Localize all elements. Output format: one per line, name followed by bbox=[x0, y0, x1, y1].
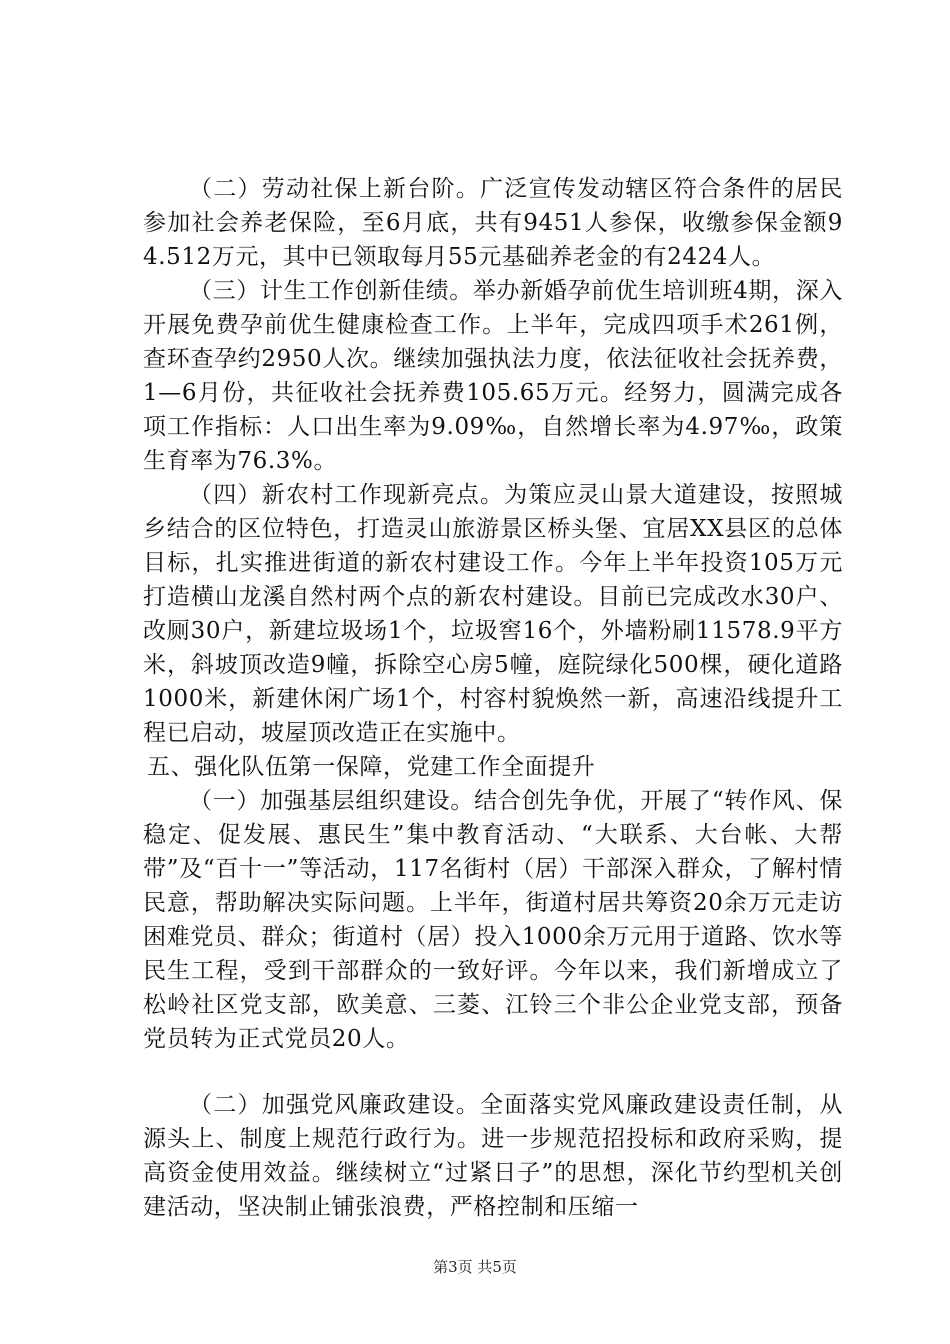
paragraph-family-planning: （三）计生工作创新佳绩。举办新婚孕前优生培训班4期，深入开展免费孕前优生健康检查工作。上半年，完成四项手术261例，查环查孕约2950人次。继续加强执法力度，依法征收社会抚养费，1—6月份，共征收社会抚养费105.65万元。经努力，圆满完成各项工作指标：人口出生率为9.09‰，自然增长率为4.97‰，政策生育率为76.3%。 bbox=[143, 278, 843, 474]
paragraph-gap bbox=[143, 1056, 843, 1088]
section-heading-five: 五、强化队伍第一保障，党建工作全面提升 bbox=[147, 754, 596, 780]
page-number-footer: 第3页 共5页 bbox=[433, 1258, 517, 1276]
paragraph-grassroots-organization: （一）加强基层组织建设。结合创先争优，开展了“转作风、保稳定、促发展、惠民生”集中教育活动、“大联系、大台帐、大帮带”及“百十一”等活动，117名街村（居）干部深入群众，了解村情民意，帮助解决实际问题。上半年，街道村居共筹资20余万元走访困难党员、群众；街道村（居）投入1000余万元用于道路、饮水等民生工程，受到干部群众的一致好评。今年以来，我们新增成立了松岭社区党支部，欧美意、三菱、江铃三个非公企业党支部，预备党员转为正式党员20人。 bbox=[143, 788, 843, 1052]
paragraph-new-countryside: （四）新农村工作现新亮点。为策应灵山景大道建设，按照城乡结合的区位特色，打造灵山旅游景区桥头堡、宜居XX县区的总体目标，扎实推进街道的新农村建设工作。今年上半年投资105万元打造横山龙溪自然村两个点的新农村建设。目前已完成改水30户、改厕30户，新建垃圾场1个，垃圾窖16个，外墙粉刷11578.9平方米，斜坡顶改造9幢，拆除空心房5幢，庭院绿化500棵，硬化道路1000米，新建休闲广场1个，村容村貌焕然一新，高速沿线提升工程已启动，坡屋顶改造正在实施中。 bbox=[143, 482, 843, 746]
paragraph-party-integrity: （二）加强党风廉政建设。全面落实党风廉政建设责任制，从源头上、制度上规范行政行为。进一步规范招投标和政府采购，提高资金使用效益。继续树立“过紧日子”的思想，深化节约型机关创建活动，坚决制止铺张浪费，严格控制和压缩一 bbox=[143, 1092, 843, 1220]
paragraph-labor-social-security: （二）劳动社保上新台阶。广泛宣传发动辖区符合条件的居民参加社会养老保险，至6月底，共有9451人参保，收缴参保金额94.512万元，其中已领取每月55元基础养老金的有2424人。 bbox=[143, 176, 843, 270]
document-body bbox=[143, 172, 843, 1224]
